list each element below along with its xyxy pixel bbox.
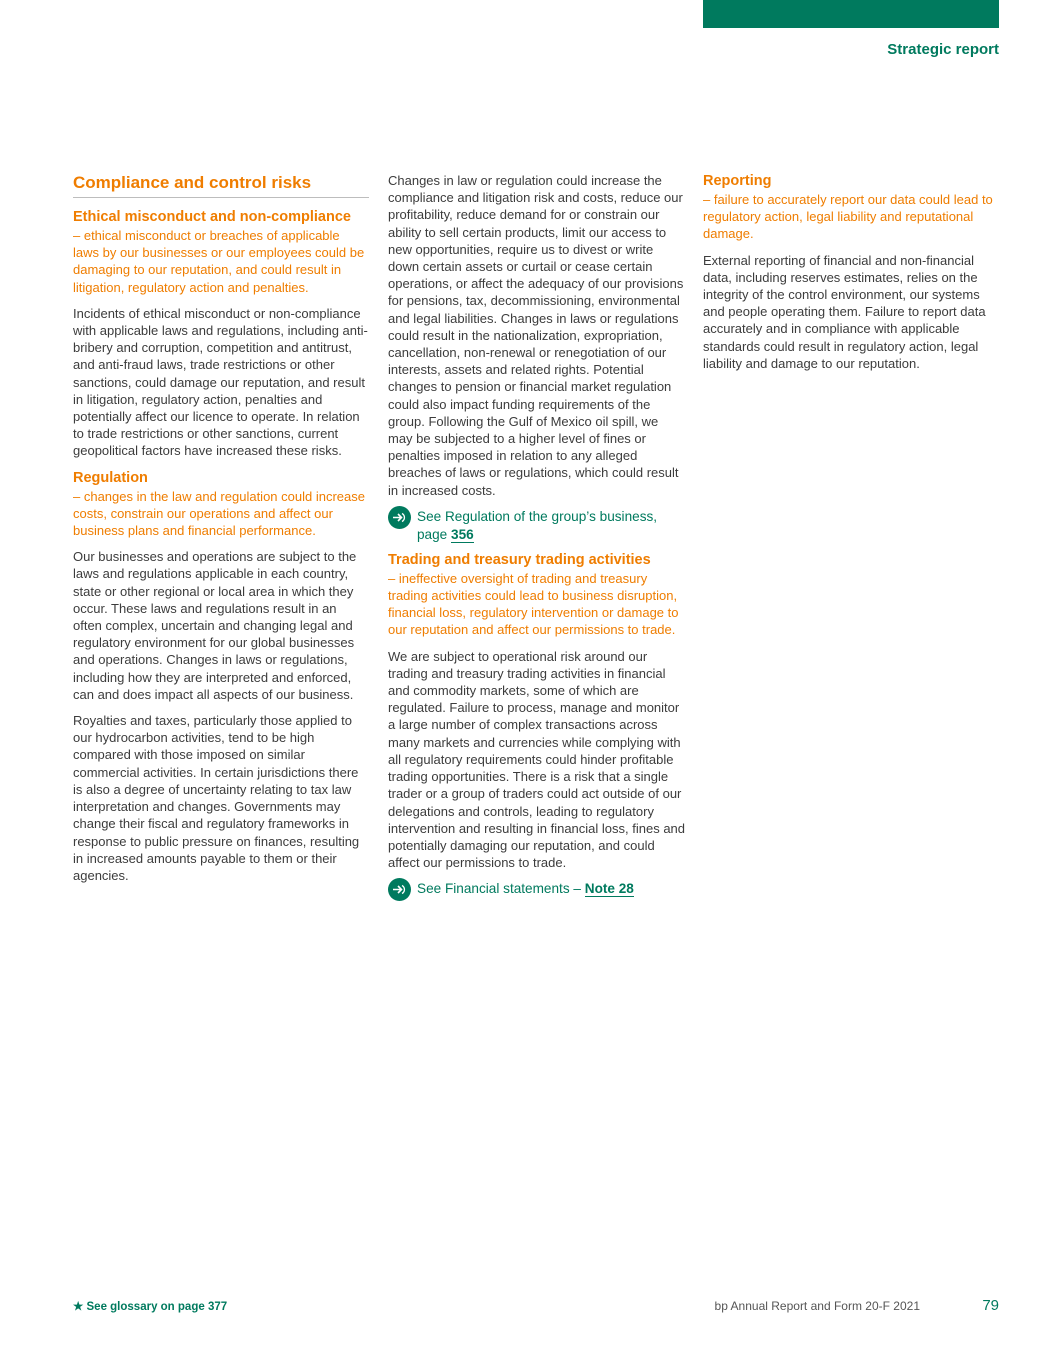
trading-lead: – ineffective oversight of trading and treasury trading activities could lead to business disruption, financial loss, regulatory intervention or damage to our reputation and affect our permissions to trade. bbox=[388, 570, 679, 638]
regulation-lead: – changes in the law and regulation could increase costs, constrain our operations and affect our business plans and financial performance. bbox=[73, 488, 365, 539]
regulation-body-3: Changes in law or regulation could increase the compliance and litigation risk and costs, reduce our profitability, reduce demand for or constrain our ability to sell certain products, limit our access to new opportunities, require us to divest or write down certain assets or curtail or cease certain operations, or affect the adequacy of our provisions for pensions, tax, decommissioning, environmental and legal liabilities. Changes in laws or regulations could result in the nationalization, expropriation, cancellation, non-renewal or renegotiation of our interests, assets and related rights. Potential changes to pension or financial market regulation could also impact funding requirements of the group. Following the Gulf of Mexico oil spill, we may be subjected to a higher level of fines or penalties imposed in relation to any alleged breaches of laws or regulations, which could result in increased costs. bbox=[388, 173, 684, 498]
reporting-heading: Reporting bbox=[703, 173, 772, 189]
glossary-link[interactable]: ★ See glossary on page 377 bbox=[73, 1301, 228, 1313]
ethics-body: Incidents of ethical misconduct or non-compliance with applicable laws and regulations, including anti-bribery and corruption, competition and antitrust, and anti-fraud laws, trade restrictions or other sanctions, could damage our reputation, and result in litigation, regulatory action, penalties and potentially affect our licence to operate. In relation to trade restrictions or other sanctions, current geopolitical factors have increased these risks. bbox=[73, 305, 368, 459]
see-regulation-link[interactable] bbox=[388, 508, 686, 544]
see-arrow-icon bbox=[388, 506, 411, 529]
see-financial-text: See Financial statements – bbox=[417, 881, 585, 897]
header-color-bar bbox=[703, 0, 999, 28]
see-arrow-icon bbox=[388, 878, 411, 901]
column-2 bbox=[388, 172, 686, 908]
see-regulation-text: See Regulation of the group’s business, page bbox=[417, 508, 658, 542]
see-financial-note[interactable]: Note 28 bbox=[584, 881, 634, 897]
see-financial-link[interactable] bbox=[388, 880, 686, 901]
ethics-heading: Ethical misconduct and non-compliance bbox=[73, 209, 351, 225]
regulation-body-1: Our businesses and operations are subject to the laws and regulations applicable in each country, state or other regional or local area in which they occur. These laws and regulations result in an often complex, uncertain and changing legal and regulatory environment for our global businesses and operations. Changes in laws or regulations, including how they are interpreted and enforced, can and does impact all aspects of our business. bbox=[73, 549, 357, 702]
regulation-body-2: Royalties and taxes, particularly those applied to our hydrocarbon activities, tend to be high compared with those imposed on similar commercial activities. In certain jurisdictions there is also a degree of uncertainty relating to tax law interpretation and changes. Governments may change their fiscal and regulatory frameworks in response to public pressure on finances, resulting in increased amounts payable to them or their agencies. bbox=[73, 713, 360, 883]
compliance-heading: Compliance and control risks bbox=[73, 172, 369, 198]
reporting-body: External reporting of financial and non-financial data, including reserves estimates, relies on the integrity of the control environment, our systems and people operating them. Failure to report data accurately and in compliance with applicable standards could result in regulatory action, legal liability and damage to our reputation. bbox=[703, 252, 986, 371]
section-label: Strategic report bbox=[887, 41, 999, 58]
reporting-lead: – failure to accurately report our data could lead to regulatory action, legal liability and reputational damage. bbox=[703, 192, 993, 242]
trading-body: We are subject to operational risk around our trading and treasury trading activities in financial and commodity markets, some of which are regulated. Failure to process, manage and monitor a large number of complex transactions across many markets and currencies while complying with all regulatory requirements could hinder profitable trading opportunities. There is a risk that a single trader or a group of traders could act outside of our delegations and controls, leading to regulatory intervention and resulting in financial loss, fines and potentially damaging our reputation, and could affect our permissions to trade. bbox=[388, 648, 686, 871]
report-title: bp Annual Report and Form 20-F 2021 bbox=[714, 1299, 920, 1313]
column-1 bbox=[73, 172, 369, 893]
regulation-heading: Regulation bbox=[73, 469, 148, 486]
ethics-lead: – ethical misconduct or breaches of applicable laws by our businesses or our employees could be damaging to our reputation, and could result in litigation, regulatory action and penalties. bbox=[73, 228, 365, 295]
trading-heading: Trading and treasury trading activities bbox=[388, 551, 651, 568]
column-3 bbox=[703, 172, 999, 381]
see-regulation-page[interactable]: 356 bbox=[451, 526, 474, 542]
page-number: 79 bbox=[982, 1297, 999, 1314]
